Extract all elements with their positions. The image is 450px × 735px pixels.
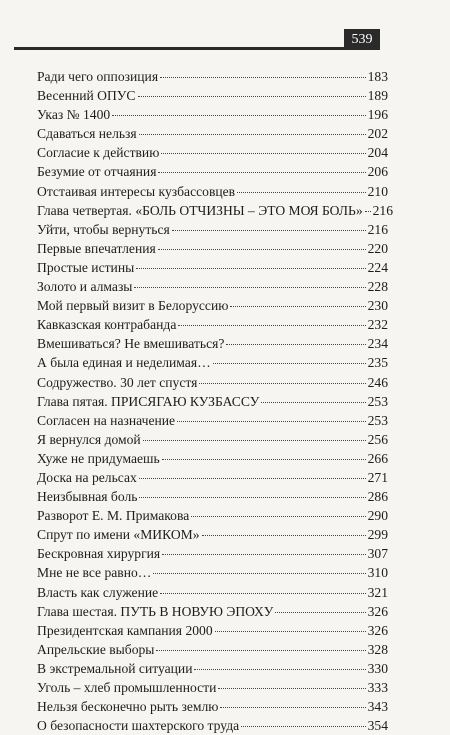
toc-entry — [37, 544, 388, 563]
dot-leader — [365, 211, 371, 212]
toc-entry-page: 299 — [367, 527, 388, 543]
dot-leader — [202, 535, 366, 536]
dot-leader — [191, 516, 365, 517]
toc-entry — [37, 201, 394, 220]
toc-entry-page: 310 — [367, 565, 388, 581]
toc-entry-page: 232 — [367, 317, 388, 333]
toc-entry-title: Я вернулся домой — [37, 431, 141, 447]
toc-entry-title: Глава четвертая. «БОЛЬ ОТЧИЗНЫ – ЭТО МОЯ БОЛЬ» — [37, 202, 363, 218]
dot-leader — [213, 363, 366, 364]
toc-entry-title: Неизбывная боль — [37, 489, 138, 505]
dot-leader — [156, 650, 365, 651]
toc-entry — [37, 678, 388, 697]
dot-leader — [158, 172, 365, 173]
toc-entry-title: Апрельские выборы — [37, 641, 155, 657]
toc-entry-title: Мне не все равно… — [37, 565, 152, 581]
toc-entry-page: 266 — [367, 450, 388, 466]
toc-entry-title: Согласие к действию — [37, 145, 160, 161]
dot-leader — [136, 268, 365, 269]
dot-leader — [139, 134, 366, 135]
toc-entry-page: 326 — [367, 622, 388, 638]
dot-leader — [194, 669, 365, 670]
toc-entry-page: 290 — [367, 508, 388, 524]
toc-entry-page: 333 — [367, 680, 388, 695]
toc-entry — [37, 67, 388, 86]
toc-entry-title: Хуже не придумаешь — [37, 450, 160, 466]
toc-entry-title: Указ № 1400 — [37, 107, 111, 123]
toc-entry-page: 210 — [367, 183, 388, 199]
dot-leader — [218, 688, 365, 689]
toc-entry-page: 183 — [367, 69, 388, 84]
toc-entry-title: Сдаваться нельзя — [37, 126, 137, 142]
toc-entry — [37, 468, 388, 487]
dot-leader — [177, 421, 366, 422]
toc-entry-title: Спрут по имени «МИКОМ» — [37, 527, 200, 543]
dot-leader — [143, 440, 366, 441]
toc-entry-title: Президентская кампания 2000 — [37, 622, 213, 638]
toc-entry — [37, 449, 388, 468]
dot-leader — [112, 115, 365, 116]
toc-entry-title: Золото и алмазы — [37, 279, 133, 295]
toc-entry-page: 271 — [367, 469, 388, 485]
toc-entry — [37, 411, 388, 430]
toc-entry — [37, 640, 388, 659]
toc-entry — [37, 124, 388, 143]
toc-entry-title: Безумие от отчаяния — [37, 164, 157, 180]
toc-entry-page: 235 — [367, 355, 388, 371]
toc-entry — [37, 487, 388, 506]
toc-entry-title: Власть как служение — [37, 584, 159, 600]
toc-entry-page: 253 — [367, 393, 388, 409]
toc-entry-page: 321 — [367, 584, 388, 600]
toc-entry — [37, 162, 388, 181]
toc-entry-page: 330 — [367, 660, 388, 676]
toc-entry — [37, 373, 388, 392]
dot-leader — [153, 573, 365, 574]
dot-leader — [139, 497, 365, 498]
toc-entry-title: Отстаивая интересы кузбассовцев — [37, 183, 236, 199]
toc-entry-page: 224 — [367, 259, 388, 275]
toc-entry — [37, 143, 388, 162]
dot-leader — [241, 726, 365, 727]
table-of-contents — [37, 67, 394, 735]
toc-entry-title: Простые истины — [37, 259, 135, 275]
toc-entry — [37, 353, 388, 372]
toc-entry-page: 216 — [367, 221, 388, 237]
toc-entry-page: 206 — [367, 164, 388, 180]
dot-leader — [138, 96, 366, 97]
toc-entry-title: Доска на рельсах — [37, 469, 137, 485]
toc-entry-title: Бескровная хирургия — [37, 546, 161, 562]
toc-entry-page: 354 — [367, 718, 388, 734]
toc-entry — [37, 659, 388, 678]
toc-entry-title: Согласен на назначение — [37, 412, 176, 428]
toc-entry — [37, 86, 388, 105]
toc-entry — [37, 239, 388, 258]
dot-leader — [160, 77, 366, 78]
page-number: 539 — [344, 29, 380, 50]
toc-entry-page: 196 — [367, 107, 388, 123]
toc-entry — [37, 602, 388, 621]
dot-leader — [139, 478, 366, 479]
toc-entry-page: 326 — [367, 603, 388, 619]
toc-entry-title: Первые впечатления — [37, 240, 156, 256]
toc-entry — [37, 105, 388, 124]
dot-leader — [237, 192, 366, 193]
toc-entry — [37, 315, 388, 334]
toc-entry-page: 253 — [367, 412, 388, 428]
toc-entry — [37, 525, 388, 544]
toc-entry — [37, 716, 388, 735]
dot-leader — [162, 459, 366, 460]
toc-entry — [37, 334, 388, 353]
toc-entry — [37, 621, 388, 640]
toc-entry-title: Мой первый визит в Белоруссию — [37, 298, 229, 314]
toc-entry-page: 307 — [367, 546, 388, 562]
toc-entry-page: 234 — [367, 336, 388, 352]
header-rule — [14, 47, 380, 50]
toc-entry-title: Кавказская контрабанда — [37, 317, 177, 333]
toc-entry-title: Ради чего оппозиция — [37, 69, 159, 84]
toc-entry — [37, 563, 388, 582]
toc-entry — [37, 182, 388, 201]
toc-entry-page: 228 — [367, 279, 388, 295]
toc-entry-page: 286 — [367, 489, 388, 505]
toc-entry-title: Весенний ОПУС — [37, 88, 136, 104]
toc-entry-title: Содружество. 30 лет спустя — [37, 374, 198, 390]
toc-entry-page: 343 — [367, 699, 388, 715]
toc-entry — [37, 258, 388, 277]
toc-entry-title: Глава шестая. ПУТЬ В НОВУЮ ЭПОХУ — [37, 603, 274, 619]
toc-entry — [37, 430, 388, 449]
toc-entry-title: Нельзя бесконечно рыть землю — [37, 699, 219, 715]
toc-entry-page: 256 — [367, 431, 388, 447]
dot-leader — [178, 325, 365, 326]
toc-entry-title: О безопасности шахтерского труда — [37, 718, 240, 734]
dot-leader — [134, 287, 365, 288]
toc-entry — [37, 583, 388, 602]
dot-leader — [158, 249, 366, 250]
toc-entry-page: 230 — [367, 298, 388, 314]
toc-entry-page: 246 — [367, 374, 388, 390]
dot-leader — [199, 383, 365, 384]
dot-leader — [160, 593, 365, 594]
toc-entry-title: Глава пятая. ПРИСЯГАЮ КУЗБАССУ — [37, 393, 260, 409]
toc-entry — [37, 296, 388, 315]
toc-entry — [37, 392, 388, 411]
toc-entry-title: Уголь – хлеб промышленности — [37, 680, 217, 695]
toc-entry-title: Уйти, чтобы вернуться — [37, 221, 170, 237]
toc-entry — [37, 697, 388, 716]
toc-entry-title: В экстремальной ситуации — [37, 660, 193, 676]
toc-entry-page: 204 — [367, 145, 388, 161]
toc-entry — [37, 220, 388, 239]
toc-entry-page: 189 — [367, 88, 388, 104]
toc-entry-page: 216 — [372, 202, 394, 218]
toc-entry — [37, 277, 388, 296]
dot-leader — [215, 631, 366, 632]
dot-leader — [161, 153, 365, 154]
toc-entry — [37, 506, 388, 525]
toc-entry-page: 202 — [367, 126, 388, 142]
toc-entry-title: Вмешиваться? Не вмешиваться? — [37, 336, 225, 352]
dot-leader — [172, 230, 366, 231]
toc-entry-page: 220 — [367, 240, 388, 256]
dot-leader — [230, 306, 365, 307]
toc-entry-title: Разворот Е. М. Примакова — [37, 508, 190, 524]
toc-entry-page: 328 — [367, 641, 388, 657]
dot-leader — [226, 344, 365, 345]
dot-leader — [220, 707, 365, 708]
toc-entry-title: А была единая и неделимая… — [37, 355, 211, 371]
dot-leader — [275, 612, 365, 613]
dot-leader — [261, 402, 365, 403]
dot-leader — [162, 554, 365, 555]
